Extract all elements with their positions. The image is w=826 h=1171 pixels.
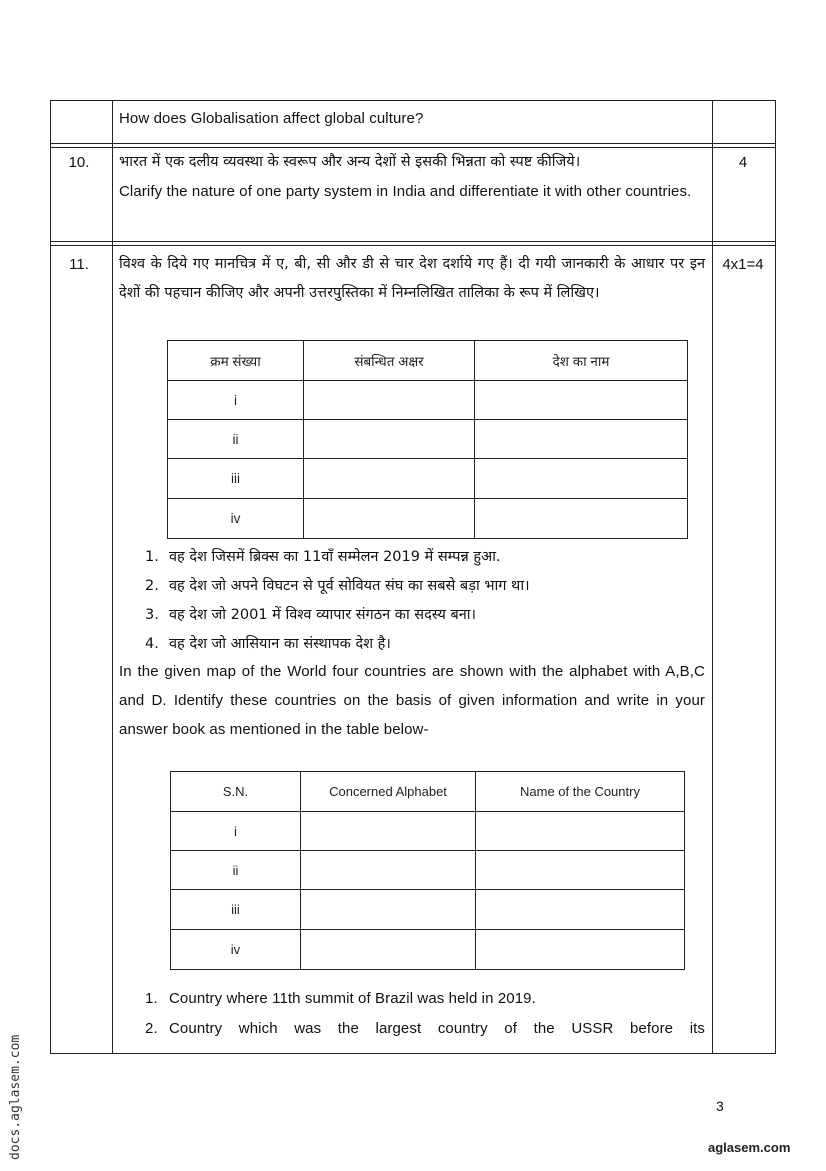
empty-cell: [475, 499, 688, 539]
table-header-cell: क्रम संख्या: [168, 341, 304, 381]
empty-cell: [476, 851, 685, 890]
list-item: 3. वह देश जो 2001 में विश्व व्यापार संगठन का सदस्य बना।: [145, 607, 477, 623]
question-text-en: Clarify the nature of one party system in India and differentiate it with other countries.: [119, 183, 692, 200]
list-item: 1. वह देश जिसमें ब्रिक्स का 11वाँ सम्मेलन 2019 में सम्पन्न हुआ.: [145, 549, 501, 565]
empty-cell: [476, 812, 685, 851]
empty-cell: [304, 459, 475, 499]
table-header-row: [171, 772, 685, 812]
serial-cell: ii: [171, 851, 301, 890]
empty-cell: [304, 499, 475, 539]
question-text-en: How does Globalisation affect global culture?: [119, 110, 424, 127]
page-number: 3: [716, 1098, 724, 1114]
table-row: [171, 930, 685, 970]
empty-cell: [475, 381, 688, 420]
column-divider: [112, 101, 113, 1053]
row-divider: [51, 245, 775, 246]
table-header-row: [168, 341, 688, 381]
table-header-cell: S.N.: [171, 772, 301, 812]
question-marks: 4x1=4: [722, 256, 764, 273]
question-text-hi: विश्व के दिये गए मानचित्र में ए, बी, सी और डी से चार देश दर्शाये गए हैं। दी गयी जानकारी के आधार पर इन देशों की पहचान कीजिए और अपनी उत्तरपुस्तिका में निम्नलिखित तालिका के रूप में लिखिए।: [119, 256, 705, 301]
serial-cell: i: [168, 381, 304, 420]
list-item: 2. वह देश जो अपने विघटन से पूर्व सोवियत संघ का सबसे बड़ा भाग था।: [145, 578, 530, 594]
footer-brand: aglasem.com: [708, 1140, 791, 1155]
table-header-cell: Concerned Alphabet: [301, 772, 476, 812]
question-number: 11.: [69, 256, 89, 273]
serial-cell: ii: [168, 420, 304, 459]
table-row: [168, 381, 688, 420]
table-header-cell: संबन्धित अक्षर: [304, 341, 475, 381]
table-header-cell: Name of the Country: [476, 772, 685, 812]
clue-list-hi: [145, 543, 705, 659]
question-text-en: In the given map of the World four countries are shown with the alphabet with A,B,C and D. Identify these countries on the basis of given information and write in your answer book as mentioned in the table below-: [119, 663, 705, 738]
table-row: [171, 812, 685, 851]
empty-cell: [475, 420, 688, 459]
empty-cell: [476, 890, 685, 930]
empty-cell: [301, 851, 476, 890]
list-item: 1. Country where 11th summit of Brazil was held in 2019.: [145, 990, 536, 1007]
empty-cell: [476, 930, 685, 970]
empty-cell: [304, 420, 475, 459]
row-divider: [51, 241, 775, 242]
list-item: 2. Country which was the largest country of the USSR before its: [145, 1020, 705, 1037]
empty-cell: [301, 890, 476, 930]
list-item: 4. वह देश जो आसियान का संस्थापक देश है।: [145, 636, 391, 652]
table-row: [171, 851, 685, 890]
serial-cell: i: [171, 812, 301, 851]
clue-list-en: [145, 984, 705, 1044]
table-row: [168, 499, 688, 539]
serial-cell: iv: [171, 930, 301, 970]
empty-cell: [304, 381, 475, 420]
question-number: 10.: [68, 154, 90, 171]
empty-cell: [301, 930, 476, 970]
table-row: [168, 420, 688, 459]
table-row: [168, 459, 688, 499]
answer-table-en: [170, 771, 685, 970]
answer-table-hi: [167, 340, 688, 539]
serial-cell: iii: [168, 459, 304, 499]
question-marks: 4: [738, 154, 748, 171]
empty-cell: [301, 812, 476, 851]
column-divider: [712, 101, 713, 1053]
table-row: [171, 890, 685, 930]
side-watermark: docs.aglasem.com: [8, 1034, 23, 1160]
serial-cell: iv: [168, 499, 304, 539]
empty-cell: [475, 459, 688, 499]
serial-cell: iii: [171, 890, 301, 930]
row-divider: [51, 143, 775, 144]
question-text-hi: भारत में एक दलीय व्यवस्था के स्वरूप और अन्य देशों से इसकी भिन्नता को स्पष्ट कीजिये।: [119, 154, 581, 170]
table-header-cell: देश का नाम: [475, 341, 688, 381]
